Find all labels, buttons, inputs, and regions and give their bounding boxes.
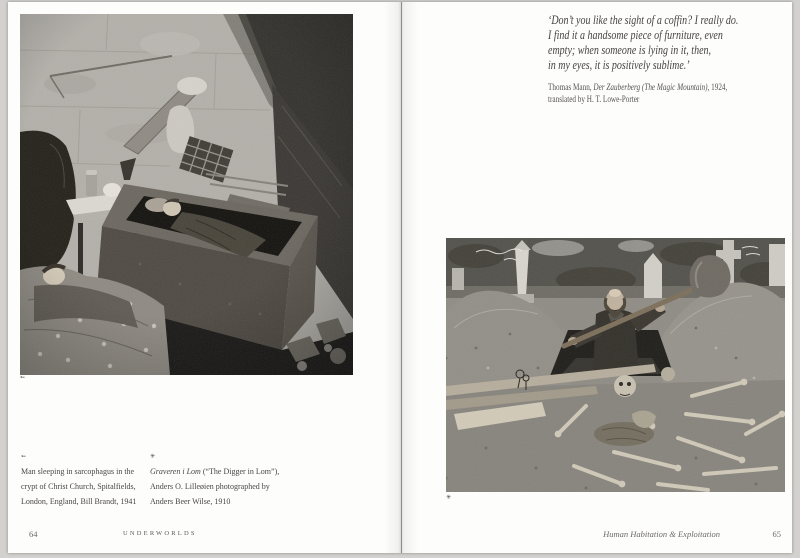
caption-line: crypt of Christ Church, Spitalfields, (21, 482, 136, 491)
quote-line: I find it a handsome piece of furniture, even (548, 28, 723, 42)
attribution-line: Thomas Mann, Der Zauberberg (The Magic Mountain), 1924, (548, 82, 728, 92)
caption-wilse (150, 454, 290, 509)
running-title-left: UNDERWORLDS (123, 530, 197, 537)
crypt-photo-image (20, 14, 353, 375)
gravedigger-photo (446, 238, 785, 492)
running-title-right: Human Habitation & Exploitation (603, 529, 720, 539)
caption-title-italic: Graveren i Lom (150, 467, 201, 476)
quote-line: empty; when someone is lying in it, then, (548, 43, 712, 57)
quote-line: ‘Don’t you like the sight of a coffin? I really do. (548, 13, 739, 27)
caption-line (150, 464, 290, 479)
caption-line: London, England, Bill Brandt, 1941 (21, 497, 137, 506)
crypt-photo (20, 14, 353, 375)
pull-quote (548, 13, 800, 105)
star-marker-icon: ✳ (150, 453, 156, 460)
attribution-line: translated by H. T. Lowe-Porter (548, 94, 640, 104)
quote-attribution (548, 81, 800, 105)
book-title-italic: Der Zauberberg (The Magic Mountain) (593, 82, 708, 92)
book-spread (8, 2, 792, 553)
page-gutter (401, 2, 402, 553)
caption-brandt (21, 454, 161, 509)
caption-line: Anders O. Lilleøien photographed by (150, 482, 270, 491)
right-page (402, 2, 792, 553)
caption-line: Anders Beer Wilse, 1910 (150, 497, 231, 506)
gravedigger-photo-image (446, 238, 785, 492)
left-page (8, 2, 401, 553)
arrow-marker-icon: ➳ (20, 374, 26, 381)
page-number-left: 64 (29, 529, 38, 539)
star-marker-icon: ✳ (446, 494, 452, 501)
caption-line: Man sleeping in sarcophagus in the (21, 467, 135, 476)
quote-line: in my eyes, it is positively sublime.’ (548, 58, 690, 72)
caption-title-suffix: (“The Digger in Lom”), (200, 467, 280, 476)
page-number-right: 65 (772, 529, 781, 539)
arrow-marker-icon: ➳ (21, 453, 27, 460)
